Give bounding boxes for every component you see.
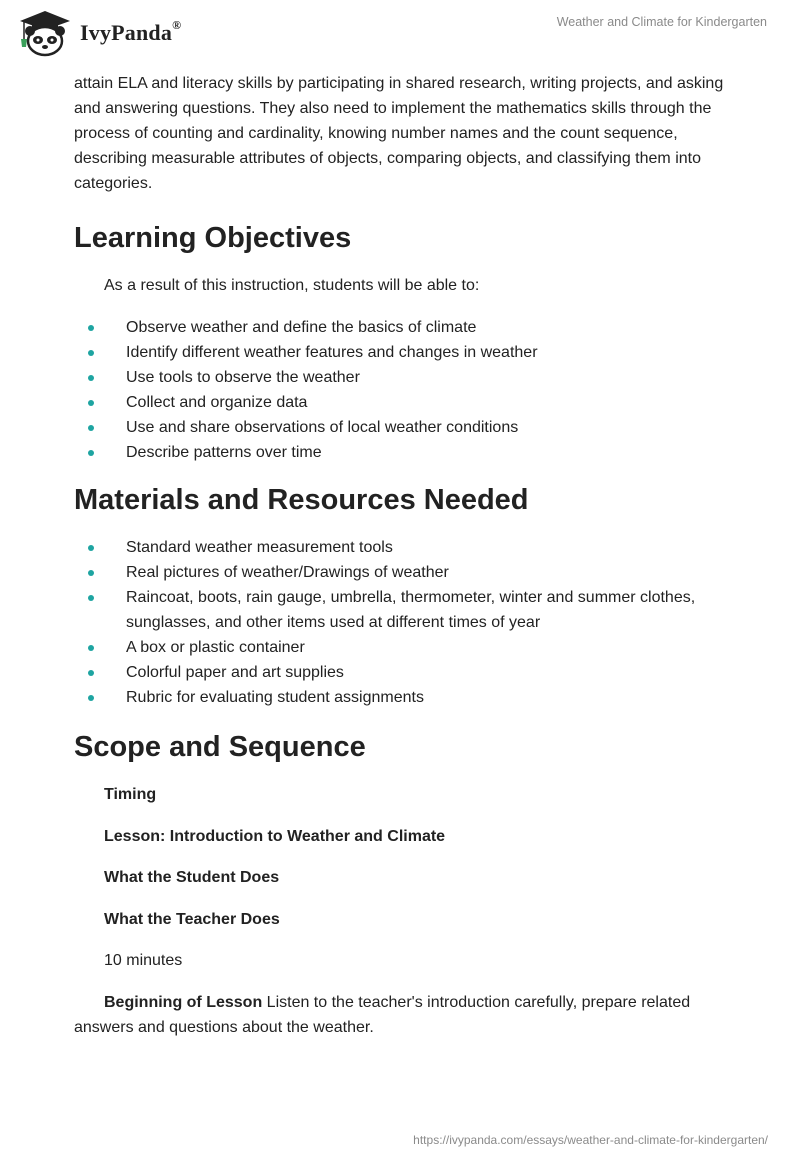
page-header [0,0,800,70]
bullet-icon [88,375,94,381]
materials-list [74,535,734,710]
list-item: Describe patterns over time [74,440,734,465]
list-item: Colorful paper and art supplies [74,660,734,685]
bullet-icon [88,325,94,331]
list-item: Observe weather and define the basics of climate [74,315,734,340]
beginning-paragraph [74,990,734,1040]
teacher-does-label: What the Teacher Does [104,911,280,928]
source-url[interactable]: https://ivypanda.com/essays/weather-and-climate-for-kindergarten/ [413,1133,768,1147]
brand-name: IvyPanda® [80,18,182,45]
beginning-label: Beginning of Lesson [104,994,263,1011]
beginning-text: Listen to the teacher's introduction carefully, prepare related answers and questions about the weather. [74,994,691,1036]
objectives-list [74,315,734,465]
bullet-icon [88,670,94,676]
list-item: Use and share observations of local weather conditions [74,415,734,440]
duration-text: 10 minutes [104,952,183,969]
intro-paragraph: attain ELA and literacy skills by participating in shared research, writing projects, and asking and answering questions. They also need to implement the mathematics skills through the process of counting and cardinality, knowing number names and the count sequence, describing measurable attributes of objects, comparing objects, and classifying them into categories. [74,75,724,192]
objectives-lead: As a result of this instruction, students will be able to: [104,277,480,294]
list-item: Standard weather measurement tools [74,535,734,560]
learning-objectives-heading: Learning Objectives [74,222,352,254]
list-item: Collect and organize data [74,390,734,415]
lesson-title: Lesson: Introduction to Weather and Climate [104,828,446,845]
article-content [74,71,734,1040]
panda-graduate-icon [14,9,76,57]
list-item: Identify different weather features and changes in weather [74,340,734,365]
scope-heading: Scope and Sequence [74,731,366,763]
bullet-icon [88,400,94,406]
bullet-icon [88,595,94,601]
timing-label: Timing [104,786,157,803]
list-item: Real pictures of weather/Drawings of weather [74,560,734,585]
list-item: Raincoat, boots, rain gauge, umbrella, thermometer, winter and summer clothes, sunglasses, and other items used at different times of year [74,585,734,635]
logo[interactable] [14,8,214,58]
list-item: Use tools to observe the weather [74,365,734,390]
bullet-icon [88,350,94,356]
list-item: Rubric for evaluating student assignments [74,685,734,710]
registered-mark: ® [172,18,182,32]
bullet-icon [88,695,94,701]
bullet-icon [88,425,94,431]
document-title: Weather and Climate for Kindergarten [556,15,767,29]
bullet-icon [88,450,94,456]
bullet-icon [88,645,94,651]
materials-heading: Materials and Resources Needed [74,484,529,516]
student-does-label: What the Student Does [104,869,280,886]
bullet-icon [88,545,94,551]
bullet-icon [88,570,94,576]
list-item: A box or plastic container [74,635,734,660]
